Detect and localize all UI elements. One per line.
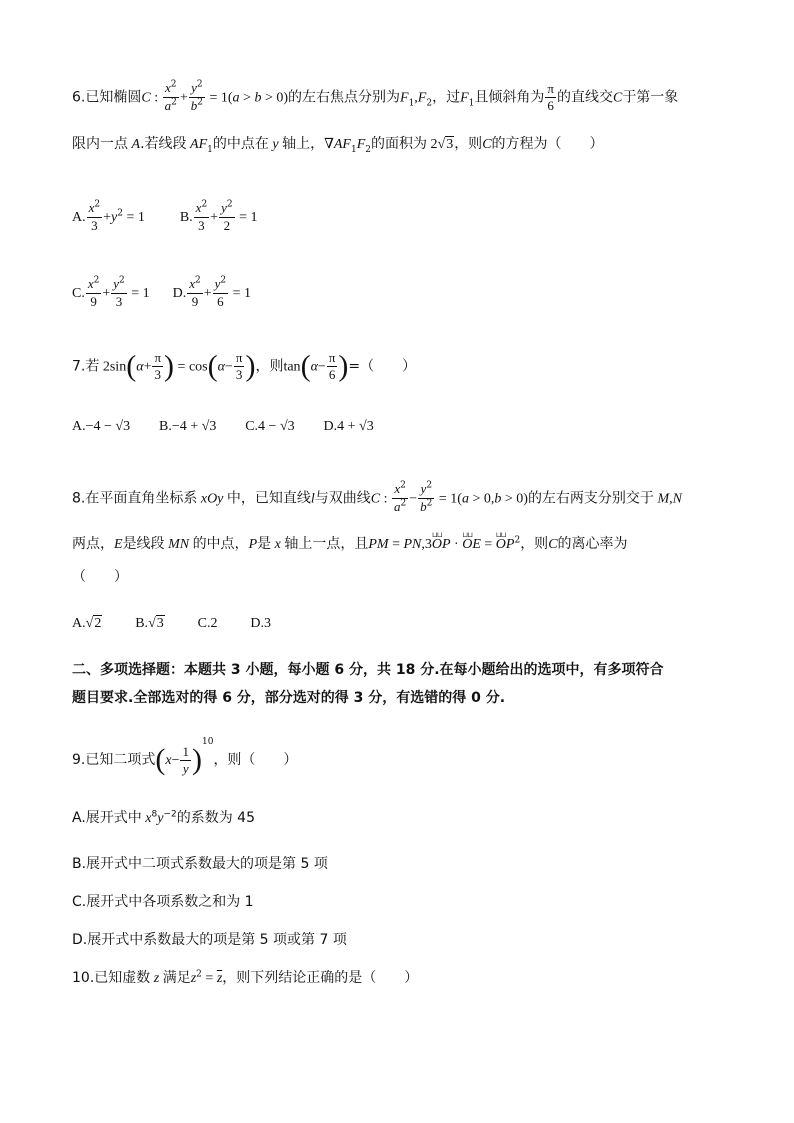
q6-options-cd — [72, 276, 251, 310]
q8-line2: 两点，E是线段 MN 的中点，P是 x 轴上一点，且PM = PN,3⊔⊔ OP · ⊔⊔ OE = ⊔⊔ $OP^2$，则C的离心率为 — [72, 534, 628, 555]
q8-option-c[interactable]: C.2 — [197, 616, 218, 631]
q7-option-a[interactable]: A.−4 − √3 — [72, 419, 131, 434]
fraction: $\frac{\pi}{6}$ — [547, 81, 554, 113]
q7-option-b[interactable]: B.−4 + √3 — [159, 419, 217, 434]
q8-line3: （ ） — [72, 569, 128, 585]
q8-line1: 8.在平面直角坐标系 xOy 中，已知直线l与双曲线C : $\frac{x^2}{a^2}$ − $\frac{y^2}{b^2}$ = 1(a > 0,b > 0)的左右两支分别交于 M,N — [72, 480, 682, 514]
q7-line1: 7.若 2sin(α+ $\frac{\pi}{3}$ ) = cos(α− $\frac{\pi}{3}$ )，则tan(α− $\frac{\pi}{6}$ )=（ ） — [72, 349, 417, 383]
section-2-heading-cont: 题目要求.全部选对的得 6 分，部分选对的得 3 分，有选错的得 0 分. — [72, 690, 506, 706]
q6-option-d[interactable]: D. $\frac{x^2}{9}$ + $\frac{y^2}{6}$ = 1 — [172, 275, 252, 309]
q8-option-b[interactable]: B.√3 — [135, 616, 164, 631]
q9-label: 9. — [72, 752, 86, 768]
q8-label: 8. — [72, 490, 86, 507]
q9-option-d[interactable]: D.展开式中系数最大的项是第 5 项或第 7 项 — [72, 932, 347, 948]
q6-line2: 限内一点 A.若线段 $AF_1$的中点在 y 轴上，$\nabla AF_1F_2$的面积为 2√3，则C的方程为（ ） — [72, 136, 604, 155]
q8-options — [72, 613, 271, 634]
q7-options — [72, 416, 374, 437]
q10-label: 10. — [72, 970, 95, 986]
q7-label: 7. — [72, 358, 86, 375]
q9-option-c[interactable]: C.展开式中各项系数之和为 1 — [72, 894, 254, 910]
q6-option-c[interactable]: C. $\frac{x^2}{9}$ + $\frac{y^2}{3}$ = 1 — [72, 275, 150, 309]
q10-line1: 10.已知虚数 z 满足$z^2 = \overline{z}$，则下列结论正确的是（ ） — [72, 969, 419, 986]
q6-options-ab — [72, 200, 258, 234]
q6-option-a[interactable]: A. $\frac{x^2}{3}$ $+y^2 = 1$ — [72, 199, 145, 233]
q8-option-a[interactable]: A.√2 — [72, 616, 102, 631]
fraction: $\frac{x^2}{a^2}$ — [164, 79, 177, 113]
q6-option-b[interactable]: B. $\frac{x^2}{3}$ + $\frac{y^2}{2}$ = 1 — [179, 199, 258, 233]
q9-option-b[interactable]: B.展开式中二项式系数最大的项是第 5 项 — [72, 856, 328, 872]
q6-line1: 6.已知椭圆C : $\frac{x^2}{a^2}$ + $\frac{y^2}{b^2}$ = 1(a > b > 0)的左右焦点分别为$F_1,F_2$，过$F_1$且倾斜角为 $\frac{\pi}{6}$ 的直线交C于第一象 — [72, 79, 679, 113]
section-2-heading: 二、多项选择题：本题共 3 小题，每小题 6 分，共 18 分.在每小题给出的选项中，有多项符合 — [72, 662, 664, 678]
q9-line1: 9.已知二项式(x− $\frac{1}{y}$ )$^{10}$，则（ ） — [72, 737, 298, 776]
q9-option-a[interactable]: A.展开式中 $x^8y^{-2}$的系数为 45 — [72, 809, 255, 826]
q6-label: 6. — [72, 89, 86, 106]
q7-option-d[interactable]: D.4 + √3 — [323, 419, 374, 434]
q7-option-c[interactable]: C.4 − √3 — [245, 419, 295, 434]
fraction: $\frac{y^2}{b^2}$ — [190, 79, 203, 113]
q8-option-d[interactable]: D.3 — [250, 616, 272, 631]
